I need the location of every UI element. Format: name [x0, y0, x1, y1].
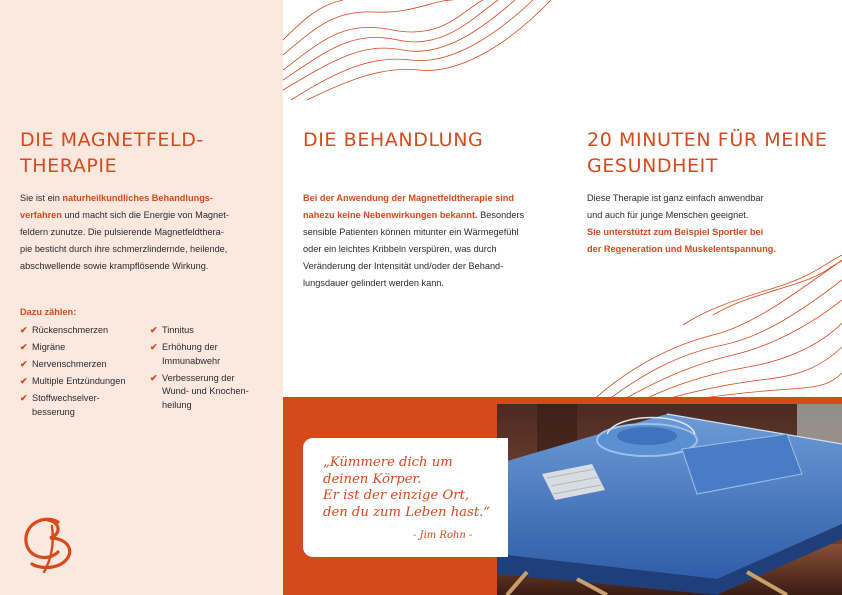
- body-text-run: pie besticht durch ihre schmerzlindernde, heilende,: [20, 244, 228, 254]
- list-item: [20, 324, 145, 338]
- list-item-text: Immunabwehr: [162, 355, 221, 366]
- list-item-text: Nervenschmerzen: [32, 359, 107, 369]
- list-item-text: Verbesserung der: [162, 372, 235, 383]
- heading-line: THERAPIE: [20, 155, 118, 177]
- body-text-run: sensible Patienten können mitunter ein Wärmegefühl: [303, 227, 519, 237]
- heading-behandlung: [303, 127, 483, 153]
- quote-line: Er ist der einzige Ort,: [323, 488, 470, 503]
- highlight-text: naturheilkundliches Behandlungs-: [62, 193, 213, 203]
- quote-line: den du zum Leben hast.“: [323, 504, 491, 520]
- check-icon: ✔: [20, 325, 28, 335]
- dazu-label: Dazu zählen:: [20, 307, 77, 317]
- list-item: [20, 341, 145, 355]
- body-text-run: Besonders: [477, 210, 525, 220]
- list-item-text: Rückenschmerzen: [32, 325, 109, 335]
- heading-line: 20 MINUTEN FÜR MEINE: [587, 129, 828, 151]
- list-item-text: Tinnitus: [162, 325, 194, 335]
- heading-20-minuten: [587, 127, 828, 179]
- body-text-run: Sie ist ein: [20, 193, 63, 203]
- body-text-run: und macht sich die Energie von Magnet-: [61, 210, 229, 220]
- list-item-text: Erhöhung der: [162, 342, 218, 352]
- quote-text: [323, 455, 490, 521]
- list-item: [20, 358, 145, 372]
- heading-line: GESUNDHEIT: [587, 155, 719, 177]
- list-item: [150, 372, 270, 413]
- heading-line: DIE MAGNETFELD-: [20, 129, 204, 151]
- intro-paragraph: [20, 190, 270, 275]
- quote-author: - Jim Rohn -: [413, 530, 473, 541]
- highlight-text: Bei der Anwendung der Magnetfeldtherapie sind: [303, 193, 514, 203]
- list-item-text: Multiple Entzündungen: [32, 376, 126, 386]
- list-item-text: besserung: [32, 406, 75, 417]
- check-icon: ✔: [20, 342, 28, 352]
- check-icon: ✔: [20, 376, 28, 386]
- left-panel: [0, 0, 283, 595]
- check-icon: ✔: [20, 359, 28, 369]
- duration-paragraph: [587, 190, 837, 258]
- therapy-bed-photo: [497, 404, 842, 595]
- quote-line: „Kümmere dich um: [323, 455, 453, 470]
- highlight-text: verfahren: [20, 210, 62, 220]
- list-item-text: Wund- und Knochen-: [162, 386, 249, 396]
- quote-line: deinen Körper.: [323, 471, 422, 487]
- highlight-text: Sie unterstützt zum Beispiel Sportler bei: [587, 227, 764, 237]
- body-text-run: abschwellende sowie krampflösende Wirkung.: [20, 261, 209, 271]
- heading-line: DIE BEHANDLUNG: [303, 129, 484, 151]
- check-icon: ✔: [20, 393, 28, 403]
- list-item-text: heilung: [162, 399, 192, 410]
- list-item: [20, 375, 145, 389]
- check-icon: ✔: [150, 372, 158, 383]
- check-icon: ✔: [150, 342, 158, 352]
- highlight-text: der Regeneration und Muskelentspannung.: [587, 244, 776, 254]
- list-item: [150, 341, 270, 368]
- body-text-run: Veränderung der Intensität und/oder der Behand-: [303, 261, 504, 271]
- contour-lines-right: [563, 255, 842, 400]
- body-text-run: oder ein leichtes Kribbeln verspüren, was durch: [303, 244, 497, 254]
- conditions-list-col2: [150, 324, 270, 416]
- conditions-list-col1: [20, 324, 145, 423]
- body-text-run: Diese Therapie ist ganz einfach anwendbar: [587, 193, 764, 203]
- body-text-run: und auch für junge Menschen geeignet.: [587, 210, 749, 220]
- treatment-paragraph: [303, 190, 558, 292]
- contour-lines-top: [283, 0, 563, 100]
- list-item: [150, 324, 270, 338]
- list-item: [20, 392, 145, 419]
- body-text-run: lungsdauer gelindert werden kann.: [303, 278, 444, 288]
- list-item-text: Migräne: [32, 342, 66, 352]
- body-text-run: feldern zunutze. Die pulsierende Magnetfeldthera-: [20, 227, 224, 237]
- highlight-text: nahezu keine Nebenwirkungen bekannt.: [303, 210, 478, 220]
- cs-monogram-logo: [18, 512, 82, 576]
- list-item-text: Stoffwechselver-: [32, 393, 100, 403]
- check-icon: ✔: [150, 325, 158, 335]
- heading-magnetfeldtherapie: [20, 127, 204, 179]
